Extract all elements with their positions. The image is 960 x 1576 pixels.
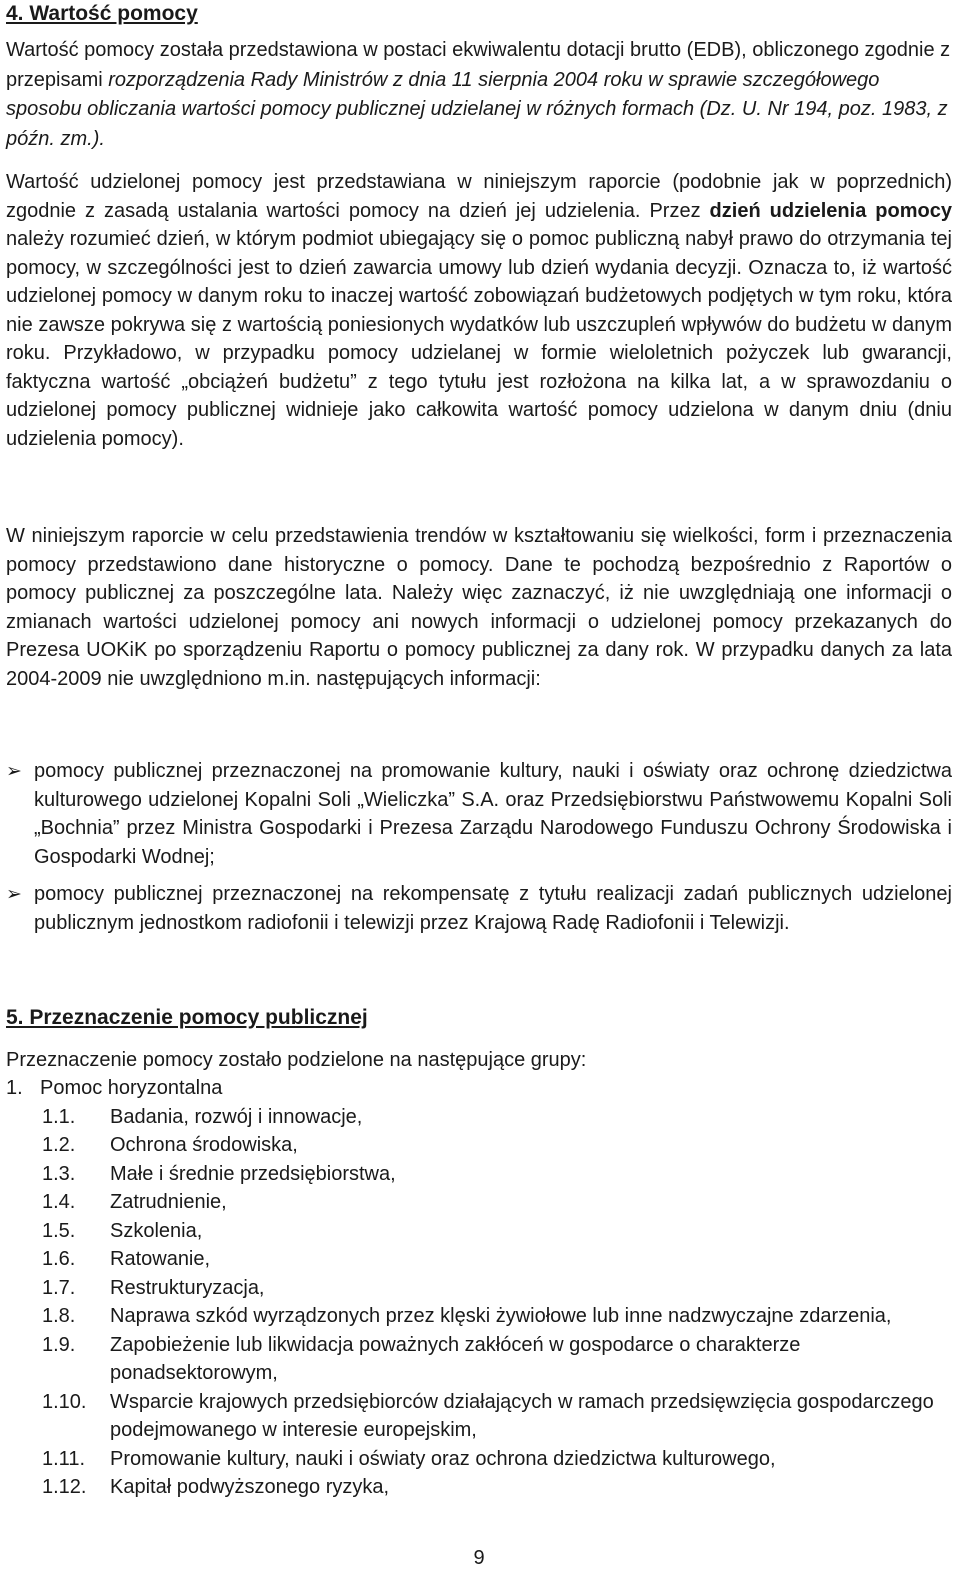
list-item	[6, 1131, 952, 1160]
item-number: 1.2.	[42, 1134, 76, 1156]
item-label: Małe i średnie przedsiębiorstwa,	[110, 1162, 396, 1185]
horizontal-aid-sublist	[6, 1103, 952, 1502]
value-intro-plain: Wartość pomocy została przedstawiona w postaci ekwiwalentu dotacji brutto (EDB), obliczonego zgodnie z przepisami	[6, 39, 951, 91]
value-intro-paragraph	[6, 36, 952, 154]
item-label: Szkolenia,	[110, 1219, 203, 1242]
bullet-text: pomocy publicznej przeznaczonej na promowanie kultury, nauki i oświaty oraz ochronę dziedzictwa kulturowego udzielonej Kopalni Soli „Wieliczka” S.A. oraz Przedsiębiorstwu Państwowemu Kopalni Soli „Bochnia” przez Ministra Gospodarki i Prezesa Zarządu Narodowego Funduszu Ochrony Środowiska i Gospodarki Wodnej;	[34, 760, 952, 868]
arrow-bullet-icon: ➢	[6, 883, 22, 905]
grant-date-term: dzień udzielenia pomocy	[709, 199, 952, 222]
item-label: Ratowanie,	[110, 1248, 211, 1270]
list-item	[6, 1473, 952, 1502]
page-number: 9	[473, 1547, 485, 1569]
item-number: 1.3.	[42, 1162, 76, 1185]
purpose-list	[6, 1074, 952, 1502]
list-item	[6, 1388, 952, 1445]
historical-data-paragraph: W niniejszym raporcie w celu przedstawienia trendów w kształtowaniu się wielkości, form i przeznaczenia pomocy przedstawiono dane historyczne o pomocy. Dane te pochodzą bezpośrednio z Raportów o pomocy publicznej za poszczególne lata. Należy więc zaznaczyć, iż nie uwzględniają one informacji o zmianach wartości udzielonej pomocy ani nowych informacji o udzielonej pomocy przekazanych do Prezesa UOKiK po sporządzeniu Raportu o pomocy publicznej za dany rok. W przypadku danych za lata 2004-2009 nie uwzględniono m.in. następujących informacji:	[6, 525, 952, 690]
grant-date-text-a: Wartość udzielonej pomocy jest przedstawiana w niniejszym raporcie (podobnie jak w poprzednich) zgodnie z zasadą ustalania wartości pomocy na dzień jej udzielenia. Przez	[6, 171, 952, 222]
item-label: Promowanie kultury, nauki i oświaty oraz ochrona dziedzictwa kulturowego,	[110, 1447, 776, 1470]
item-number: 1.7.	[42, 1276, 76, 1299]
section-4-heading: 4. Wartość pomocy	[6, 2, 198, 25]
item-label: Zatrudnienie,	[110, 1191, 227, 1213]
section-5-heading: 5. Przeznaczenie pomocy publicznej	[6, 1006, 368, 1029]
item-label: Restrukturyzacja,	[110, 1276, 265, 1299]
main-item-number: 1.	[6, 1077, 23, 1099]
item-number: 1.6.	[42, 1248, 76, 1270]
main-list-item	[6, 1074, 952, 1103]
excluded-info-list	[6, 757, 952, 946]
item-number: 1.12.	[42, 1476, 87, 1498]
grant-date-text-b: należy rozumieć dzień, w którym podmiot ubiegający się o pomoc publiczną nabył prawo do otrzymania tej pomocy, w szczególności jest to dzień zawarcia umowy lub dzień wydania decyzji. Oznacza to, iż wartość udzielonej pomocy w danym roku to inaczej wartość zobowiązań budżetowych podjętych w tym roku, która nie zawsze pokrywa się z wartością poniesionych wydatków lub uszczupleń wpływów do budżetu w danym roku. Przykładowo, w przypadku pomocy udzielanej w formie wieloletnich pożyczek lub gwarancji, faktyczna wartość „obciążeń budżetu” z tego tytułu jest rozłożona na kilka lat, a w sprawozdaniu o udzielonej pomocy publicznej widnieje jako całkowita wartość pomocy udzielona w danym dniu (dniu udzielenia pomocy).	[6, 228, 952, 450]
item-number: 1.10.	[42, 1390, 87, 1413]
list-item	[6, 1188, 952, 1217]
purpose-intro: Przeznaczenie pomocy zostało podzielone na następujące grupy:	[6, 1049, 587, 1071]
item-label: Wsparcie krajowych przedsiębiorców działających w ramach przedsięwzięcia gospodarczego podejmowanego w interesie europejskim,	[110, 1390, 934, 1441]
item-number: 1.1.	[42, 1105, 76, 1128]
list-item	[6, 1160, 952, 1189]
list-item	[6, 880, 952, 937]
item-label: Naprawa szkód wyrządzonych przez klęski żywiołowe lub inne nadzwyczajne zdarzenia,	[110, 1305, 892, 1327]
bullet-text: pomocy publicznej przeznaczonej na rekompensatę z tytułu realizacji zadań publicznych udzielonej publicznym jednostkom radiofonii i telewizji przez Krajową Radę Radiofonii i Telewizji.	[34, 883, 952, 934]
item-label: Badania, rozwój i innowacje,	[110, 1105, 363, 1128]
list-item	[6, 1245, 952, 1274]
item-label: Ochrona środowiska,	[110, 1134, 298, 1156]
arrow-bullet-icon: ➢	[6, 760, 22, 782]
list-item	[6, 757, 952, 871]
list-item	[6, 1331, 952, 1388]
item-label: Kapitał podwyższonego ryzyka,	[110, 1476, 390, 1498]
list-item	[6, 1302, 952, 1331]
list-item	[6, 1103, 952, 1132]
regulation-reference: rozporządzenia Rady Ministrów z dnia 11 sierpnia 2004 roku w sprawie szczegółowego sposobu obliczania wartości pomocy publicznej udzielanej w różnych formach (Dz. U. Nr 194, poz. 1983, z późn. zm.).	[6, 68, 948, 150]
item-label: Zapobieżenie lub likwidacja poważnych zakłóceń w gospodarce o charakterze ponadsektorowym,	[110, 1333, 801, 1384]
grant-date-paragraph	[6, 168, 952, 453]
item-number: 1.5.	[42, 1219, 76, 1242]
item-number: 1.4.	[42, 1191, 76, 1213]
list-item	[6, 1445, 952, 1474]
item-number: 1.9.	[42, 1333, 76, 1356]
item-number: 1.11.	[42, 1447, 85, 1470]
main-item-label: Pomoc horyzontalna	[40, 1077, 223, 1099]
list-item	[6, 1274, 952, 1303]
list-item	[6, 1217, 952, 1246]
item-number: 1.8.	[42, 1305, 76, 1327]
